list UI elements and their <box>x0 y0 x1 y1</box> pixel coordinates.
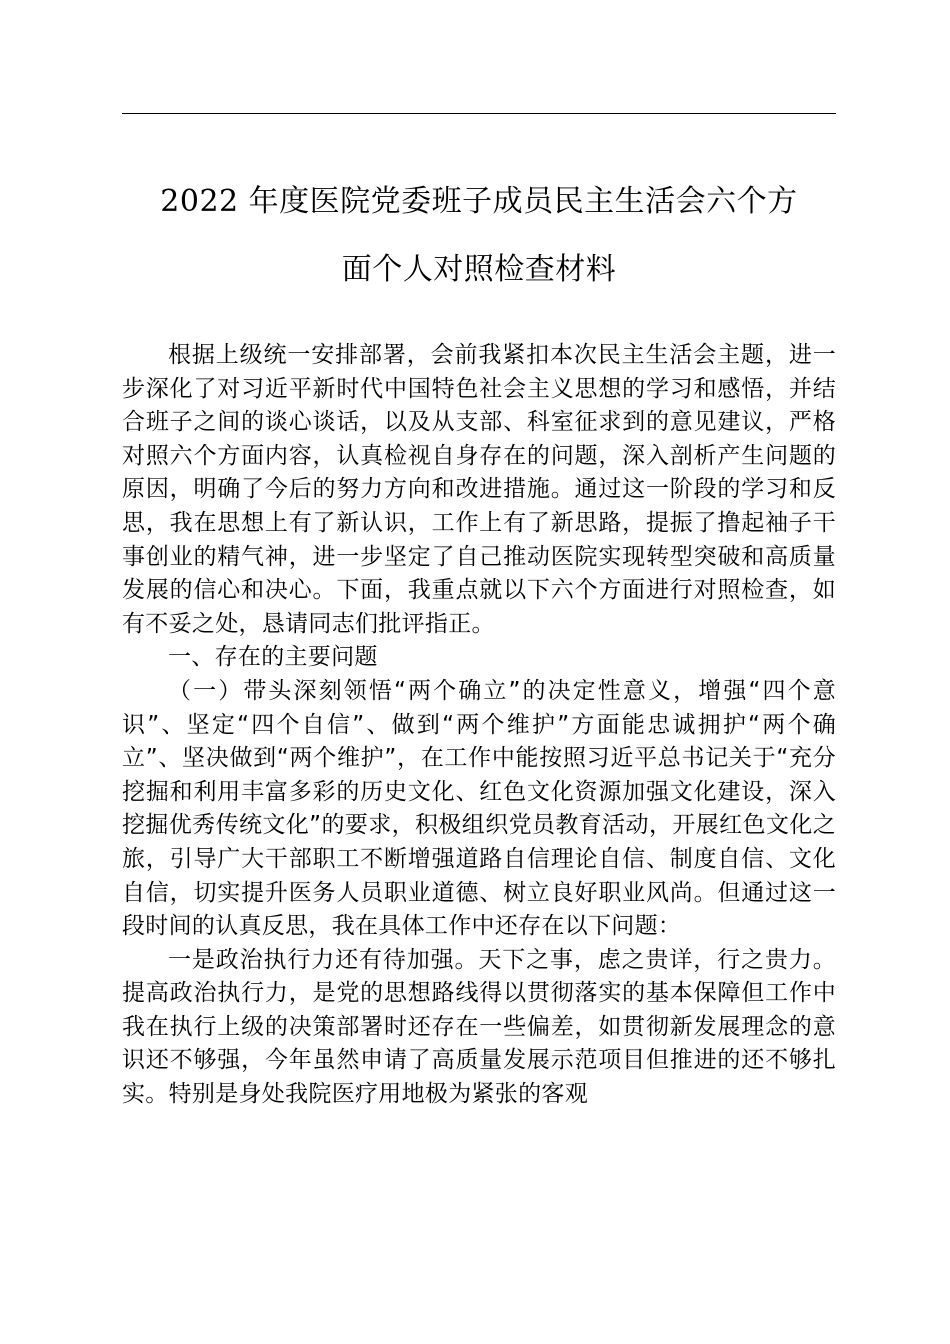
title-line-2: 面个人对照检查材料 <box>341 252 617 287</box>
document-body <box>122 339 836 1112</box>
section-heading: 一、存在的主要问题 <box>168 644 378 671</box>
issue-paragraph: 一是政治执行力还有待加强。天下之事，虑之贵详，行之贵力。提高政治执行力，是党的思想路线得以贯彻落实的基本保障但工作中我在执行上级的决策部署时还存在一些偏差，如贯彻新发展理念的意识还不够强，今年虽然申请了高质量发展示范项目但推进的还不够扎实。特别是身处我院医疗用地极为紧张的客观 <box>122 946 836 1108</box>
document-title <box>120 168 838 304</box>
subsection-paragraph: （一）带头深刻领悟“两个确立”的决定性意义，增强“四个意识”、坚定“四个自信”、做到“两个维护”方面能忠诚拥护“两个确立”、坚决做到“两个维护”，在工作中能按照习近平总书记关于“充分挖掘和利用丰富多彩的历史文化、红色文化资源加强文化建设，深入挖掘优秀传统文化”的要求，积极组织党员教育活动，开展红色文化之旅，引导广大干部职工不断增强道路自信理论自信、制度自信、文化自信，切实提升医务人员职业道德、树立良好职业风尚。但通过这一段时间的认真反思，我在具体工作中还存在以下问题： <box>122 677 836 940</box>
header-rule <box>122 113 836 114</box>
title-line-1: 2022 年度医院党委班子成员民主生活会六个方 <box>160 184 798 219</box>
intro-paragraph: 根据上级统一安排部署，会前我紧扣本次民主生活会主题，进一步深化了对习近平新时代中国特色社会主义思想的学习和感悟，并结合班子之间的谈心谈话，以及从支部、科室征求到的意见建议，严格对照六个方面内容，认真检视自身存在的问题，深入剖析产生问题的原因，明确了今后的努力方向和改进措施。通过这一阶段的学习和反思，我在思想上有了新认识，工作上有了新思路，提振了撸起袖子干事创业的精气神，进一步坚定了自己推动医院实现转型突破和高质量发展的信心和决心。下面，我重点就以下六个方面进行对照检查，如有不妥之处，恳请同志们批评指正。 <box>122 342 836 637</box>
